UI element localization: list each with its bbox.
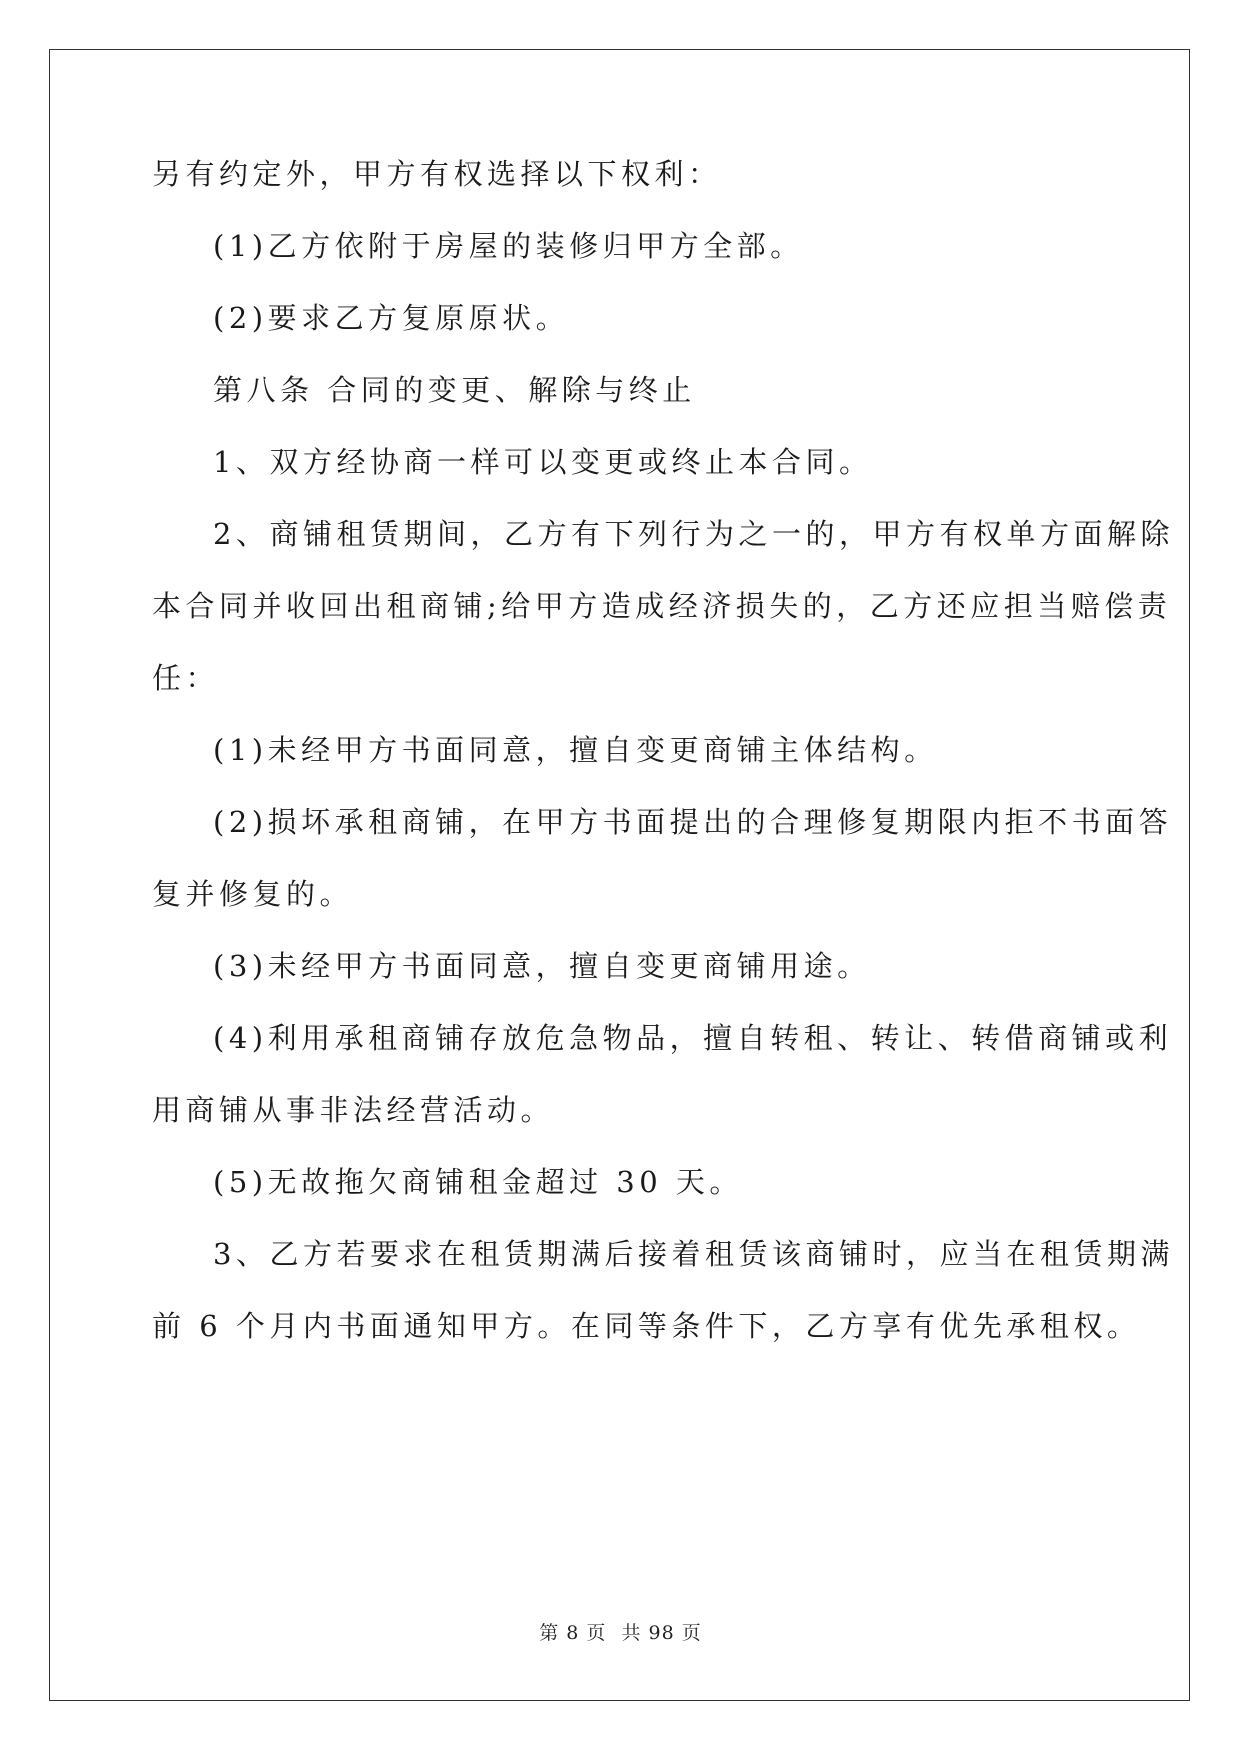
paragraph-line: (2)损坏承租商铺，在甲方书面提出的合理修复期限内拒不书面答 xyxy=(213,805,1173,839)
paragraph-line: 用商铺从事非法经营活动。 xyxy=(152,1093,555,1127)
page-total: 共 98 页 xyxy=(621,1622,702,1644)
page-number: 第 8 页 xyxy=(539,1622,607,1644)
paragraph-line: 任： xyxy=(152,661,220,695)
paragraph-line: (4)利用承租商铺存放危急物品，擅自转租、转让、转借商铺或利 xyxy=(213,1021,1173,1055)
paragraph-line: (2)要求乙方复原原状。 xyxy=(213,301,570,335)
paragraph-line: 2、商铺租赁期间，乙方有下列行为之一的，甲方有权单方面解除 xyxy=(213,517,1174,551)
paragraph-line: 复并修复的。 xyxy=(152,877,354,911)
paragraph-line: 另有约定外，甲方有权选择以下权利： xyxy=(152,157,722,191)
paragraph-line: (3)未经甲方书面同意，擅自变更商铺用途。 xyxy=(213,949,871,983)
page-footer xyxy=(0,1618,1241,1645)
paragraph-line: 前 6 个月内书面通知甲方。在同等条件下，乙方享有优先承租权。 xyxy=(152,1309,1141,1343)
paragraph-line: (5)无故拖欠商铺租金超过 30 天。 xyxy=(213,1165,743,1199)
paragraph-line: 3、乙方若要求在租赁期满后接着租赁该商铺时，应当在租赁期满 xyxy=(213,1237,1174,1271)
paragraph-line: 本合同并收回出租商铺;给甲方造成经济损失的，乙方还应担当赔偿责 xyxy=(152,589,1172,623)
section-heading: 第八条 合同的变更、解除与终止 xyxy=(213,373,696,407)
paragraph-line: (1)乙方依附于房屋的装修归甲方全部。 xyxy=(213,229,804,263)
paragraph-line: 1、双方经协商一样可以变更或终止本合同。 xyxy=(213,445,873,479)
paragraph-line: (1)未经甲方书面同意，擅自变更商铺主体结构。 xyxy=(213,733,938,767)
